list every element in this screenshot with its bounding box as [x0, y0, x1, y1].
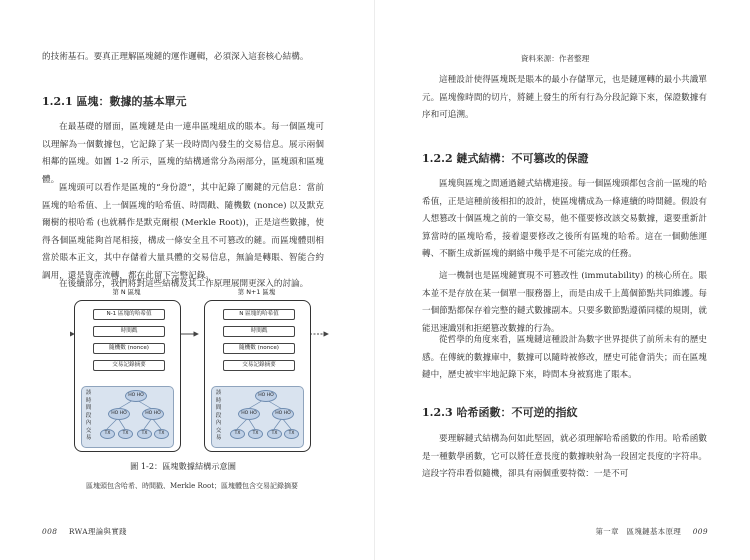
block-1-title: 第 N 區塊: [112, 288, 141, 296]
block-2-root-node: HO HO: [255, 390, 277, 402]
right-paragraph-1: 這種設計使得區塊既是賬本的最小存儲單元，也是鏈運轉的最小共識單元。區塊像時間的切片，將鏈上發生的所有行為分段記錄下來，保證數據有序和可追溯。: [422, 75, 707, 121]
block-1-root-node: HO HO: [125, 390, 147, 402]
block-1-tx-node: TX: [137, 429, 152, 439]
block-2-tx-node: TX: [284, 429, 299, 439]
block-1-tx-node: TX: [100, 429, 115, 439]
block-structure-figure: [70, 286, 332, 454]
right-paragraph-2: 區塊與區塊之間通過鏈式結構連接。每一個區塊頭都包含前一區塊的哈希值，正是這種前後相扣的設計，使區塊構成為一條連續的時間鏈。假設有人想篡改十個區塊之前的一筆交易，他不僅要修改該交易數據，還要重新計算當時的區塊哈希，接着還要修改之後所有區塊的哈希。這在一個動態運轉、不斷生成新區塊的網絡中幾乎是不可能完成的任務。: [422, 179, 707, 260]
right-paragraph-4: 從哲學的角度來看，區塊鏈這種設計為數字世界提供了前所未有的歷史感。在傳統的數據庫中，數據可以隨時被修改，歷史可能會消失；而在區塊鏈中，歷史被牢牢地記錄下來，時間本身被寫進了賬本。: [422, 335, 707, 381]
block-2-body-label: 該時間段內交易: [215, 390, 222, 441]
block-1-field-nonce: 隨機數 (nonce): [93, 343, 165, 354]
opening-line: 的技術基石。要真正理解區塊鏈的運作邏輯，必須深入這套核心結構。: [42, 52, 309, 62]
chapter-title: 第一章 區塊鏈基本原理: [595, 527, 682, 536]
block-2-field-tx-summary: 交易記錄摘要: [223, 360, 295, 371]
block-1-body: [81, 386, 174, 448]
block-2-mid-node: HO HO: [272, 408, 294, 420]
block-2-field-nonce: 隨機數 (nonce): [223, 343, 295, 354]
block-2-field-prev-hash: N 區塊的哈希值: [223, 309, 295, 320]
block-1-mid-node: HO HO: [142, 408, 164, 420]
left-paragraph-1: 在最基礎的層面，區塊鏈是由一連串區塊組成的賬本。每一個區塊可以理解為一個數據包，它記錄了某一段時間內發生的交易信息。展示兩個相鄰的區塊。如圖 1-2 所示，區塊的結構通常分為兩部分，區塊頭和區塊體。: [42, 122, 324, 185]
block-2-body: [211, 386, 304, 448]
block-2-tx-node: TX: [267, 429, 282, 439]
left-paragraph-3: 在後續部分，我們將對這些結構及其工作原理展開更深入的討論。: [59, 279, 309, 289]
block-1-tx-node: TX: [118, 429, 133, 439]
block-1-body-label: 該時間段內交易: [85, 390, 92, 441]
section-heading-1-2-2: 1.2.2 鏈式結構：不可篡改的保證: [422, 152, 589, 165]
right-paragraph-3: 這一機制也是區塊鏈實現不可篡改性 (immutability) 的核心所在。賬本並不是存放在某一個單一服務器上，而是由成千上萬個節點共同維護。每一個節點都保存着完整的鏈式數據副本。只要多數節點遵循同樣的規則，就能迅速識別和拒絕篡改數據的行為。: [422, 271, 707, 334]
block-1-field-prev-hash: N-1 區塊的哈希值: [93, 309, 165, 320]
figure-sub-caption: 區塊頭包含哈希、時間戳、Merkle Root；區塊體包含交易記錄摘要: [85, 482, 299, 490]
right-paragraph-5: 要理解鏈式結構為何如此堅固，就必須理解哈希函數的作用。哈希函數是一種數學函數，它可以將任意長度的數據映射為一段固定長度的字符串。這段字符串看似隨機，卻具有兩個重要特徵：一是不可: [422, 434, 707, 480]
block-1-field-timestamp: 時間戳: [93, 326, 165, 337]
left-footer: [42, 526, 127, 537]
book-title: RWA理論與實踐: [68, 527, 127, 536]
block-1-field-tx-summary: 交易記錄摘要: [93, 360, 165, 371]
right-page-number: 009: [692, 527, 708, 536]
section-heading-1-2-1: 1.2.1 區塊：數據的基本單元: [42, 95, 187, 108]
block-1-mid-node: HO HO: [108, 408, 130, 420]
block-1-tx-node: TX: [154, 429, 169, 439]
block-2-tx-node: TX: [248, 429, 263, 439]
section-heading-1-2-3: 1.2.3 哈希函數：不可逆的指紋: [422, 406, 578, 419]
figure-caption: 圖 1-2：區塊數據結構示意圖: [130, 461, 236, 471]
block-2-mid-node: HO HO: [238, 408, 260, 420]
block-2-field-timestamp: 時間戳: [223, 326, 295, 337]
block-2-title: 第 N+1 區塊: [237, 288, 276, 296]
left-page-number: 008: [42, 527, 58, 536]
source-note: 資料來源：作者整理: [520, 54, 590, 63]
block-n-plus-1: [204, 300, 311, 452]
block-2-tx-node: TX: [230, 429, 245, 439]
block-n: [74, 300, 181, 452]
left-paragraph-2: 區塊頭可以看作是區塊的“身份證”，其中記錄了關鍵的元信息：當前區塊的哈希值、上一個區塊的哈希值、時間戳、隨機數 (nonce) 以及默克爾樹的根哈希 (也就稱作是默克爾根 (Merkle Root))，正是這些數據，使得各個區塊能夠首尾相接，構成一條安全且不可篡改的鏈。而區塊體則相當於賬本正文，其中存儲着大量具體的交易信息，無論是轉賬、智能合約調用，還是資產流轉，都在此留下完整記錄。: [42, 183, 324, 281]
right-page: [375, 0, 750, 560]
right-footer: [595, 526, 708, 537]
